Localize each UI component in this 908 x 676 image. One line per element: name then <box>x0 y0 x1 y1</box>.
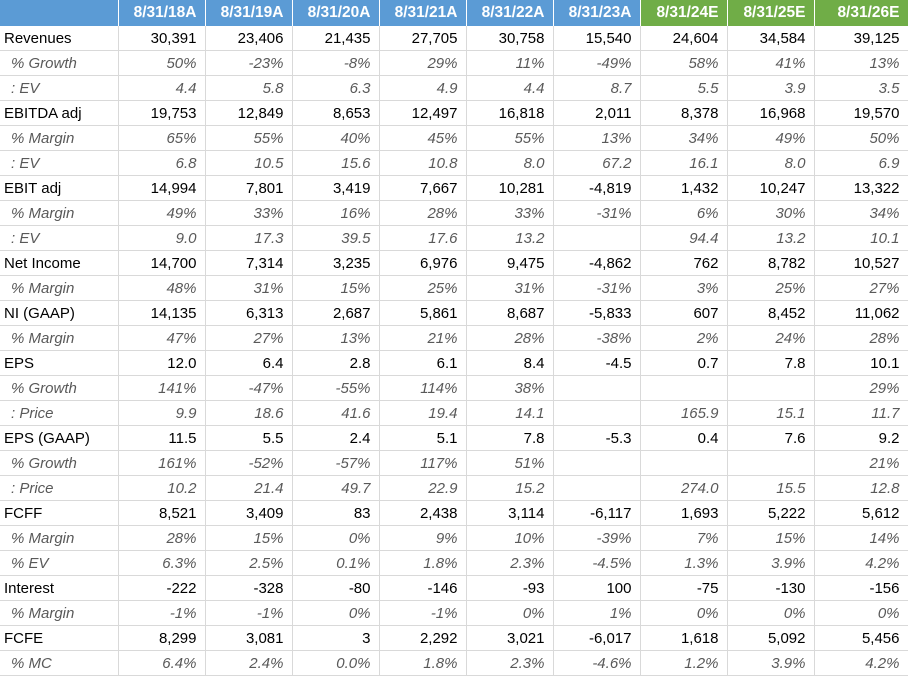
value-cell <box>553 376 640 401</box>
value-cell: 38% <box>466 376 553 401</box>
value-cell: 2.4 <box>292 426 379 451</box>
value-cell: 39.5 <box>292 226 379 251</box>
table-row <box>0 26 908 51</box>
row-label: Interest <box>0 576 118 601</box>
value-cell: 0% <box>814 601 908 626</box>
value-cell: -328 <box>205 576 292 601</box>
row-label: : Price <box>0 401 118 426</box>
value-cell: 28% <box>118 526 205 551</box>
value-cell: 6% <box>640 201 727 226</box>
value-cell: 3,114 <box>466 501 553 526</box>
value-cell <box>553 401 640 426</box>
value-cell: 2,438 <box>379 501 466 526</box>
value-cell: 2.4% <box>205 651 292 676</box>
value-cell: 8.4 <box>466 351 553 376</box>
value-cell: 8.0 <box>727 151 814 176</box>
value-cell: 67.2 <box>553 151 640 176</box>
value-cell: 10.1 <box>814 351 908 376</box>
value-cell: 6.8 <box>118 151 205 176</box>
table-row <box>0 226 908 251</box>
value-cell: 2,011 <box>553 101 640 126</box>
value-cell: 13,322 <box>814 176 908 201</box>
value-cell: -52% <box>205 451 292 476</box>
value-cell: 762 <box>640 251 727 276</box>
value-cell: 50% <box>814 126 908 151</box>
value-cell: 10,247 <box>727 176 814 201</box>
value-cell: 7,667 <box>379 176 466 201</box>
column-header-8-31-23a: 8/31/23A <box>553 0 640 26</box>
value-cell: 0% <box>292 526 379 551</box>
table-row <box>0 526 908 551</box>
value-cell: 10.2 <box>118 476 205 501</box>
value-cell: 4.4 <box>466 76 553 101</box>
row-label: % Margin <box>0 601 118 626</box>
value-cell: 94.4 <box>640 226 727 251</box>
table-row <box>0 601 908 626</box>
value-cell: 15.6 <box>292 151 379 176</box>
row-label: : EV <box>0 151 118 176</box>
value-cell: 2,292 <box>379 626 466 651</box>
value-cell: 9.0 <box>118 226 205 251</box>
value-cell: 0.4 <box>640 426 727 451</box>
value-cell: 8.7 <box>553 76 640 101</box>
value-cell <box>553 451 640 476</box>
value-cell: 16,968 <box>727 101 814 126</box>
table-row <box>0 451 908 476</box>
value-cell: 2.8 <box>292 351 379 376</box>
row-label: % Margin <box>0 526 118 551</box>
table-row <box>0 126 908 151</box>
value-cell: 8,653 <box>292 101 379 126</box>
value-cell: 11.5 <box>118 426 205 451</box>
value-cell: 0% <box>292 601 379 626</box>
value-cell: 10.1 <box>814 226 908 251</box>
value-cell: 2,687 <box>292 301 379 326</box>
value-cell: 34,584 <box>727 26 814 51</box>
value-cell: 0% <box>640 601 727 626</box>
value-cell: 7,801 <box>205 176 292 201</box>
value-cell: -39% <box>553 526 640 551</box>
value-cell: 2.5% <box>205 551 292 576</box>
value-cell: 48% <box>118 276 205 301</box>
value-cell: 4.2% <box>814 551 908 576</box>
value-cell: 161% <box>118 451 205 476</box>
table-row <box>0 351 908 376</box>
value-cell: 39,125 <box>814 26 908 51</box>
value-cell: 4.2% <box>814 651 908 676</box>
value-cell: 607 <box>640 301 727 326</box>
value-cell: 0.1% <box>292 551 379 576</box>
table-row <box>0 301 908 326</box>
value-cell: 15% <box>727 526 814 551</box>
value-cell: 3.9% <box>727 551 814 576</box>
header-corner-cell <box>0 0 118 26</box>
column-header-8-31-25e: 8/31/25E <box>727 0 814 26</box>
table-row <box>0 251 908 276</box>
value-cell: 31% <box>205 276 292 301</box>
value-cell: 27% <box>205 326 292 351</box>
row-label: % MC <box>0 651 118 676</box>
value-cell <box>640 451 727 476</box>
value-cell: 41.6 <box>292 401 379 426</box>
value-cell: 3% <box>640 276 727 301</box>
value-cell: 8,378 <box>640 101 727 126</box>
table-row <box>0 51 908 76</box>
column-header-8-31-24e: 8/31/24E <box>640 0 727 26</box>
value-cell: 10.5 <box>205 151 292 176</box>
value-cell: 10,527 <box>814 251 908 276</box>
value-cell: 15% <box>292 276 379 301</box>
column-header-8-31-22a: 8/31/22A <box>466 0 553 26</box>
row-label: EPS (GAAP) <box>0 426 118 451</box>
value-cell: 8.0 <box>466 151 553 176</box>
value-cell: 19.4 <box>379 401 466 426</box>
value-cell: 7,314 <box>205 251 292 276</box>
row-label: EPS <box>0 351 118 376</box>
row-label: FCFE <box>0 626 118 651</box>
value-cell: 30,758 <box>466 26 553 51</box>
value-cell: 6.1 <box>379 351 466 376</box>
value-cell: 1,432 <box>640 176 727 201</box>
value-cell: 65% <box>118 126 205 151</box>
value-cell: 24,604 <box>640 26 727 51</box>
value-cell: 2.3% <box>466 651 553 676</box>
table-row <box>0 551 908 576</box>
value-cell: 13% <box>553 126 640 151</box>
value-cell: 22.9 <box>379 476 466 501</box>
row-label: % Growth <box>0 376 118 401</box>
value-cell: 27% <box>814 276 908 301</box>
value-cell: 0% <box>466 601 553 626</box>
value-cell: 5.5 <box>640 76 727 101</box>
value-cell: 45% <box>379 126 466 151</box>
table-row <box>0 476 908 501</box>
value-cell: 6.3 <box>292 76 379 101</box>
value-cell: 29% <box>379 51 466 76</box>
value-cell: 2% <box>640 326 727 351</box>
header-row <box>0 0 908 26</box>
value-cell: 13% <box>814 51 908 76</box>
value-cell: 6.4% <box>118 651 205 676</box>
table-row <box>0 101 908 126</box>
row-label: % Margin <box>0 276 118 301</box>
row-label: : Price <box>0 476 118 501</box>
column-header-8-31-19a: 8/31/19A <box>205 0 292 26</box>
value-cell: 5.5 <box>205 426 292 451</box>
table-row <box>0 576 908 601</box>
value-cell: -4.6% <box>553 651 640 676</box>
value-cell: 21.4 <box>205 476 292 501</box>
value-cell: 50% <box>118 51 205 76</box>
value-cell: 15.1 <box>727 401 814 426</box>
value-cell: 27,705 <box>379 26 466 51</box>
value-cell: -222 <box>118 576 205 601</box>
value-cell: 8,521 <box>118 501 205 526</box>
value-cell: 12,497 <box>379 101 466 126</box>
table-row <box>0 651 908 676</box>
value-cell: 34% <box>814 201 908 226</box>
value-cell: 15.5 <box>727 476 814 501</box>
value-cell: 5,222 <box>727 501 814 526</box>
row-label: % Margin <box>0 326 118 351</box>
value-cell: -8% <box>292 51 379 76</box>
value-cell: 4.4 <box>118 76 205 101</box>
value-cell: -1% <box>205 601 292 626</box>
value-cell: 49.7 <box>292 476 379 501</box>
value-cell: 3,021 <box>466 626 553 651</box>
value-cell: -23% <box>205 51 292 76</box>
value-cell: 51% <box>466 451 553 476</box>
value-cell: -5.3 <box>553 426 640 451</box>
value-cell: 1.8% <box>379 651 466 676</box>
value-cell: 3.9% <box>727 651 814 676</box>
value-cell <box>640 376 727 401</box>
value-cell: 19,570 <box>814 101 908 126</box>
value-cell: 17.6 <box>379 226 466 251</box>
value-cell: 141% <box>118 376 205 401</box>
value-cell: 3.9 <box>727 76 814 101</box>
value-cell: 7.8 <box>466 426 553 451</box>
value-cell: 28% <box>814 326 908 351</box>
value-cell: 6.9 <box>814 151 908 176</box>
value-cell: -6,017 <box>553 626 640 651</box>
value-cell: 6.4 <box>205 351 292 376</box>
value-cell: 3,081 <box>205 626 292 651</box>
value-cell: 10% <box>466 526 553 551</box>
value-cell: -55% <box>292 376 379 401</box>
value-cell: -93 <box>466 576 553 601</box>
value-cell: 13% <box>292 326 379 351</box>
table-row <box>0 276 908 301</box>
value-cell: -5,833 <box>553 301 640 326</box>
value-cell: 11.7 <box>814 401 908 426</box>
value-cell: 7% <box>640 526 727 551</box>
value-cell: 3,235 <box>292 251 379 276</box>
table-body <box>0 26 908 676</box>
value-cell: 1,618 <box>640 626 727 651</box>
value-cell: 0% <box>727 601 814 626</box>
value-cell: 3.5 <box>814 76 908 101</box>
value-cell: 12.8 <box>814 476 908 501</box>
value-cell: 29% <box>814 376 908 401</box>
value-cell: 9.2 <box>814 426 908 451</box>
value-cell: 12.0 <box>118 351 205 376</box>
value-cell: 21% <box>814 451 908 476</box>
value-cell: 2.3% <box>466 551 553 576</box>
value-cell: 49% <box>727 126 814 151</box>
value-cell: 9% <box>379 526 466 551</box>
value-cell: 58% <box>640 51 727 76</box>
value-cell: 6,976 <box>379 251 466 276</box>
value-cell: 0.7 <box>640 351 727 376</box>
column-header-8-31-18a: 8/31/18A <box>118 0 205 26</box>
table-row <box>0 201 908 226</box>
value-cell: 55% <box>466 126 553 151</box>
row-label: EBIT adj <box>0 176 118 201</box>
value-cell: 117% <box>379 451 466 476</box>
value-cell: 16.1 <box>640 151 727 176</box>
value-cell: 55% <box>205 126 292 151</box>
value-cell: 165.9 <box>640 401 727 426</box>
value-cell: -1% <box>118 601 205 626</box>
value-cell: 1,693 <box>640 501 727 526</box>
value-cell: 83 <box>292 501 379 526</box>
value-cell: 11,062 <box>814 301 908 326</box>
value-cell: 30% <box>727 201 814 226</box>
value-cell: 41% <box>727 51 814 76</box>
value-cell: 0.0% <box>292 651 379 676</box>
value-cell: 6.3% <box>118 551 205 576</box>
table-row <box>0 151 908 176</box>
row-label: % EV <box>0 551 118 576</box>
value-cell: 14,135 <box>118 301 205 326</box>
value-cell: 8,452 <box>727 301 814 326</box>
value-cell: 19,753 <box>118 101 205 126</box>
value-cell: 13.2 <box>727 226 814 251</box>
value-cell: 25% <box>379 276 466 301</box>
value-cell: -146 <box>379 576 466 601</box>
row-label: % Margin <box>0 201 118 226</box>
table-row <box>0 401 908 426</box>
value-cell: 3,419 <box>292 176 379 201</box>
value-cell: 33% <box>205 201 292 226</box>
row-label: EBITDA adj <box>0 101 118 126</box>
value-cell: 31% <box>466 276 553 301</box>
value-cell: 49% <box>118 201 205 226</box>
column-header-8-31-21a: 8/31/21A <box>379 0 466 26</box>
value-cell: -80 <box>292 576 379 601</box>
row-label: % Growth <box>0 51 118 76</box>
value-cell: -47% <box>205 376 292 401</box>
value-cell: 6,313 <box>205 301 292 326</box>
value-cell: 14,700 <box>118 251 205 276</box>
value-cell: -4,819 <box>553 176 640 201</box>
row-label: : EV <box>0 226 118 251</box>
value-cell: -4.5% <box>553 551 640 576</box>
value-cell: 16% <box>292 201 379 226</box>
value-cell: 5.1 <box>379 426 466 451</box>
table-row <box>0 176 908 201</box>
value-cell: 25% <box>727 276 814 301</box>
row-label: : EV <box>0 76 118 101</box>
value-cell: 24% <box>727 326 814 351</box>
value-cell: 14.1 <box>466 401 553 426</box>
value-cell: 28% <box>379 201 466 226</box>
value-cell: 9,475 <box>466 251 553 276</box>
value-cell: -1% <box>379 601 466 626</box>
value-cell: 9.9 <box>118 401 205 426</box>
value-cell: -6,117 <box>553 501 640 526</box>
value-cell: 8,687 <box>466 301 553 326</box>
value-cell: 30,391 <box>118 26 205 51</box>
value-cell: 47% <box>118 326 205 351</box>
value-cell: 33% <box>466 201 553 226</box>
value-cell: 34% <box>640 126 727 151</box>
value-cell: 274.0 <box>640 476 727 501</box>
value-cell: 14,994 <box>118 176 205 201</box>
value-cell: 5.8 <box>205 76 292 101</box>
value-cell: -4,862 <box>553 251 640 276</box>
table-row <box>0 76 908 101</box>
value-cell: -57% <box>292 451 379 476</box>
value-cell: 3,409 <box>205 501 292 526</box>
value-cell: 15% <box>205 526 292 551</box>
value-cell: 4.9 <box>379 76 466 101</box>
value-cell: -4.5 <box>553 351 640 376</box>
value-cell <box>553 226 640 251</box>
value-cell <box>553 476 640 501</box>
value-cell: 5,456 <box>814 626 908 651</box>
value-cell: -75 <box>640 576 727 601</box>
value-cell: 5,861 <box>379 301 466 326</box>
value-cell: -49% <box>553 51 640 76</box>
value-cell: 18.6 <box>205 401 292 426</box>
table-row <box>0 326 908 351</box>
value-cell: 8,782 <box>727 251 814 276</box>
value-cell: 23,406 <box>205 26 292 51</box>
value-cell: -38% <box>553 326 640 351</box>
table-row <box>0 501 908 526</box>
value-cell: 14% <box>814 526 908 551</box>
value-cell: 7.8 <box>727 351 814 376</box>
value-cell: 10.8 <box>379 151 466 176</box>
value-cell: -31% <box>553 276 640 301</box>
value-cell: 3 <box>292 626 379 651</box>
table-row <box>0 426 908 451</box>
value-cell: -31% <box>553 201 640 226</box>
column-header-8-31-26e: 8/31/26E <box>814 0 908 26</box>
row-label: % Margin <box>0 126 118 151</box>
row-label: NI (GAAP) <box>0 301 118 326</box>
value-cell: 100 <box>553 576 640 601</box>
value-cell: 5,092 <box>727 626 814 651</box>
value-cell <box>727 451 814 476</box>
row-label: Revenues <box>0 26 118 51</box>
value-cell: 15.2 <box>466 476 553 501</box>
value-cell: 13.2 <box>466 226 553 251</box>
value-cell: 28% <box>466 326 553 351</box>
value-cell: 1.8% <box>379 551 466 576</box>
table-row <box>0 376 908 401</box>
value-cell: 40% <box>292 126 379 151</box>
value-cell: 114% <box>379 376 466 401</box>
value-cell: 1.2% <box>640 651 727 676</box>
value-cell: -130 <box>727 576 814 601</box>
value-cell: 11% <box>466 51 553 76</box>
value-cell: 21,435 <box>292 26 379 51</box>
value-cell: 1.3% <box>640 551 727 576</box>
column-header-8-31-20a: 8/31/20A <box>292 0 379 26</box>
value-cell: 7.6 <box>727 426 814 451</box>
value-cell: 15,540 <box>553 26 640 51</box>
value-cell: 21% <box>379 326 466 351</box>
row-label: FCFF <box>0 501 118 526</box>
table-row <box>0 626 908 651</box>
value-cell: 17.3 <box>205 226 292 251</box>
value-cell <box>727 376 814 401</box>
value-cell: 16,818 <box>466 101 553 126</box>
row-label: % Growth <box>0 451 118 476</box>
value-cell: 12,849 <box>205 101 292 126</box>
value-cell: 1% <box>553 601 640 626</box>
value-cell: 8,299 <box>118 626 205 651</box>
row-label: Net Income <box>0 251 118 276</box>
value-cell: -156 <box>814 576 908 601</box>
value-cell: 10,281 <box>466 176 553 201</box>
value-cell: 5,612 <box>814 501 908 526</box>
